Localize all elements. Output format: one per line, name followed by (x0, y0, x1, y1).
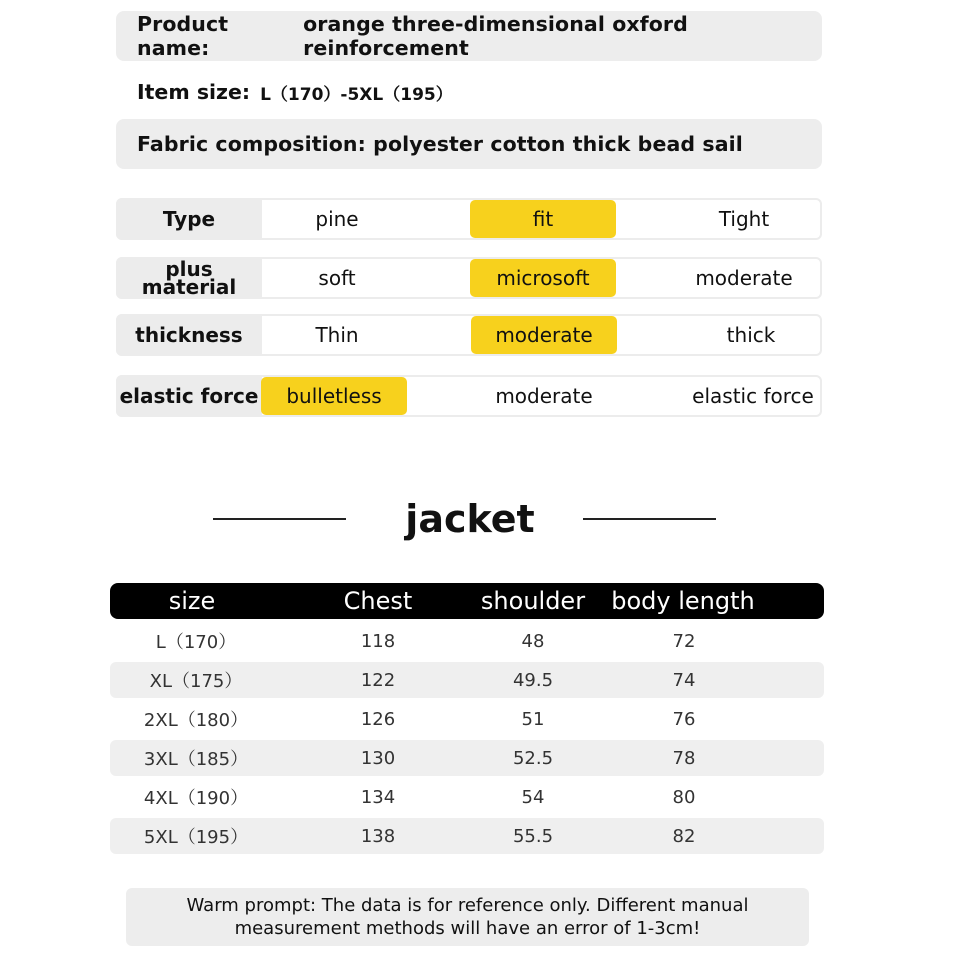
cell-shoulder: 49.5 (512, 669, 554, 691)
attr-row-type (116, 198, 822, 240)
attr-option-selected: microsoft (470, 259, 616, 297)
attr-label: thickness (116, 314, 262, 356)
table-row (110, 701, 824, 737)
attr-option-selected: moderate (471, 316, 617, 354)
measurement-note (126, 888, 809, 946)
product-name-value: orange three-dimensional oxford reinforcement (303, 12, 688, 60)
cell-shoulder: 55.5 (512, 825, 554, 847)
cell-size: 4XL（190） (143, 788, 249, 809)
cell-size: XL（175） (149, 671, 243, 692)
product-name-label: Product name: (137, 12, 229, 60)
fabric-composition-bar (116, 119, 822, 169)
table-row (110, 818, 824, 854)
size-table-header (110, 583, 824, 619)
attr-option: Tight (718, 207, 770, 231)
fabric-value: polyester cotton thick bead sail (373, 132, 743, 156)
cell-body-length: 78 (672, 747, 696, 769)
attr-option: moderate (695, 266, 793, 290)
attr-option: thick (726, 323, 776, 347)
table-row (110, 740, 824, 776)
item-size-label: Item size: (137, 80, 251, 104)
cell-shoulder: 52.5 (512, 747, 554, 769)
cell-body-length: 80 (672, 786, 696, 808)
table-row (110, 779, 824, 815)
cell-chest: 122 (360, 669, 396, 691)
attr-label: elastic force (116, 375, 262, 417)
attr-label: plus material (116, 257, 262, 299)
cell-body-length: 72 (672, 630, 696, 652)
attr-option: Thin (315, 323, 359, 347)
cell-shoulder: 51 (521, 708, 545, 730)
attr-option: elastic force (692, 384, 814, 408)
cell-chest: 134 (360, 786, 396, 808)
attr-option-selected: fit (470, 200, 616, 238)
header-size: size (168, 587, 216, 615)
note-line-1: Warm prompt: The data is for reference only. Different manual (186, 895, 749, 916)
item-size-line (137, 75, 453, 109)
fabric-label: Fabric composition: (137, 132, 366, 156)
cell-body-length: 76 (672, 708, 696, 730)
attr-option: pine (315, 207, 359, 231)
cell-body-length: 82 (672, 825, 696, 847)
attr-label: Type (116, 198, 262, 240)
item-size-value: L（170）-5XL（195） (260, 84, 453, 105)
cell-size: 3XL（185） (143, 749, 249, 770)
attr-row-thickness (116, 314, 822, 356)
attr-option-selected: bulletless (261, 377, 407, 415)
cell-size: L（170） (155, 632, 237, 653)
note-line-2: measurement methods will have an error of 1-3cm! (234, 918, 701, 939)
header-shoulder: shoulder (480, 587, 586, 615)
cell-chest: 118 (360, 630, 396, 652)
header-body-length: body length (611, 587, 755, 615)
product-name-bar (116, 11, 822, 61)
cell-chest: 126 (360, 708, 396, 730)
table-row (110, 623, 824, 659)
cell-size: 2XL（180） (143, 710, 249, 731)
cell-shoulder: 48 (521, 630, 545, 652)
attr-row-elastic-force (116, 375, 822, 417)
attr-row-plus-material (116, 257, 822, 299)
title-divider-right (583, 518, 716, 520)
cell-shoulder: 54 (521, 786, 545, 808)
attr-option: soft (318, 266, 356, 290)
section-title: jacket (405, 497, 535, 541)
attr-option: moderate (495, 384, 593, 408)
cell-body-length: 74 (672, 669, 696, 691)
header-chest: Chest (343, 587, 413, 615)
table-row (110, 662, 824, 698)
title-divider-left (213, 518, 346, 520)
cell-chest: 138 (360, 825, 396, 847)
cell-chest: 130 (360, 747, 396, 769)
cell-size: 5XL（195） (143, 827, 249, 848)
